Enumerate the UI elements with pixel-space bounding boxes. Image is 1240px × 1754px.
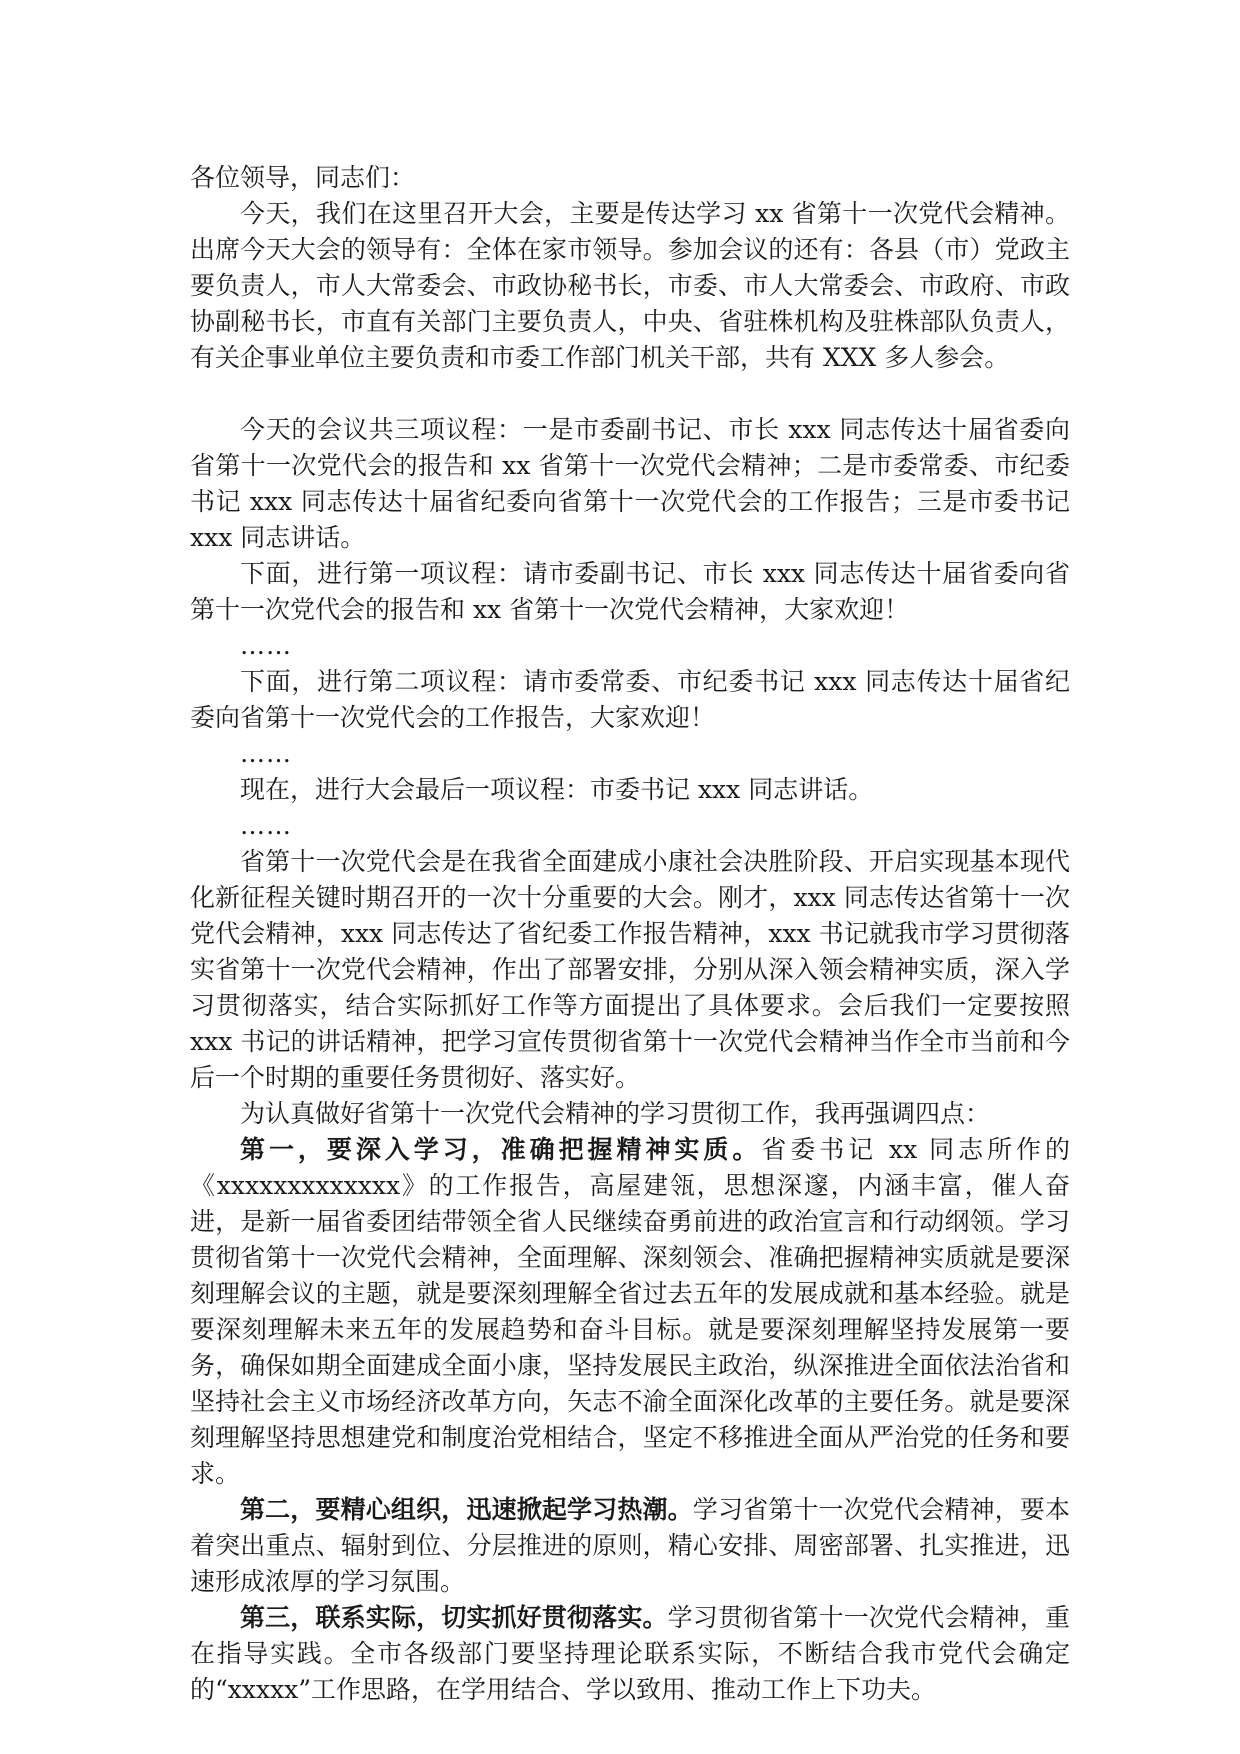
point-3-heading: 第三，联系实际，切实抓好贯彻落实。 [240,1603,668,1632]
paragraph-point-2 [190,1492,1070,1600]
paragraph-point-1 [190,1132,1070,1492]
paragraph-agenda: 今天的会议共三项议程：一是市委副书记、市长 xxx 同志传达十届省委向省第十一次党代会的报告和 xx 省第十一次党代会精神；二是市委常委、市纪委书记 xxx 同志传达十届省纪委向省第十一次党代会的工作报告；三是市委书记 xxx 同志讲话。 [190,415,1070,552]
point-3-body: 学习贯彻省第十一次党代会精神，重在指导实践。全市各级部门要坚持理论联系实际，不断结合我市党代会确定的“xxxxx”工作思路，在学用结合、学以致用、推动工作上下功夫。 [190,1603,1070,1704]
paragraph-agenda-item-3: 现在，进行大会最后一项议程：市委书记 xxx 同志讲话。 [240,775,874,804]
point-1-heading: 第一，要深入学习，准确把握精神实质。 [240,1135,762,1164]
greeting: 各位领导，同志们： [190,163,416,192]
ellipsis-1: …… [240,631,292,660]
point-2-body: 学习省第十一次党代会精神，要本着突出重点、辐射到位、分层推进的原则，精心安排、周密部署、扎实推进，迅速形成浓厚的学习氛围。 [190,1495,1070,1596]
point-2-heading: 第二，要精心组织，迅速掀起学习热潮。 [240,1495,693,1524]
paragraph-agenda-item-2: 下面，进行第二项议程：请市委常委、市纪委书记 xxx 同志传达十届省纪委向省第十一次党代会的工作报告，大家欢迎！ [190,667,1070,732]
paragraph-agenda-item-1: 下面，进行第一项议程：请市委副书记、市长 xxx 同志传达十届省委向省第十一次党代会的报告和 xx 省第十一次党代会精神，大家欢迎！ [190,559,1070,624]
point-1-body: 省委书记 xx 同志所作的《xxxxxxxxxxxxx》的工作报告，高屋建瓴，思想深邃，内涵丰富，催人奋进，是新一届省委团结带领全省人民继续奋勇前进的政治宣言和行动纲领。学习贯彻省第十一次党代会精神，全面理解、深刻领会、准确把握精神实质就是要深刻理解会议的主题，就是要深刻理解全省过去五年的发展成就和基本经验。就是要深刻理解未来五年的发展趋势和奋斗目标。就是要深刻理解坚持发展第一要务，确保如期全面建成全面小康，坚持发展民主政治，纵深推进全面依法治省和坚持社会主义市场经济改革方向，矢志不渝全面深化改革的主要任务。就是要深刻理解坚持思想建党和制度治党相结合，坚定不移推进全面从严治党的任务和要求。 [190,1135,1070,1488]
paragraph-attendees: 今天，我们在这里召开大会，主要是传达学习 xx 省第十一次党代会精神。出席今天大会的领导有：全体在家市领导。参加会议的还有：各县（市）党政主要负责人，市人大常委会、市政协秘书长，市委、市人大常委会、市政府、市政协副秘书长，市直有关部门主要负责人，中央、省驻株机构及驻株部队负责人，有关企事业单位主要负责和市委工作部门机关干部，共有 XXX 多人参会。 [190,199,1070,372]
ellipsis-3: …… [240,811,292,840]
document-body [190,160,1070,1708]
paragraph-summary: 省第十一次党代会是在我省全面建成小康社会决胜阶段、开启实现基本现代化新征程关键时期召开的一次十分重要的大会。刚才，xxx 同志传达省第十一次党代会精神，xxx 同志传达了省纪委工作报告精神，xxx 书记就我市学习贯彻落实省第十一次党代会精神，作出了部署安排，分别从深入领会精神实质，深入学习贯彻落实，结合实际抓好工作等方面提出了具体要求。会后我们一定要按照 xxx 书记的讲话精神，把学习宣传贯彻省第十一次党代会精神当作全市当前和今后一个时期的重要任务贯彻好、落实好。 [190,847,1070,1092]
paragraph-point-3 [190,1600,1070,1708]
paragraph-intro-points: 为认真做好省第十一次党代会精神的学习贯彻工作，我再强调四点： [240,1099,991,1128]
ellipsis-2: …… [240,739,292,768]
